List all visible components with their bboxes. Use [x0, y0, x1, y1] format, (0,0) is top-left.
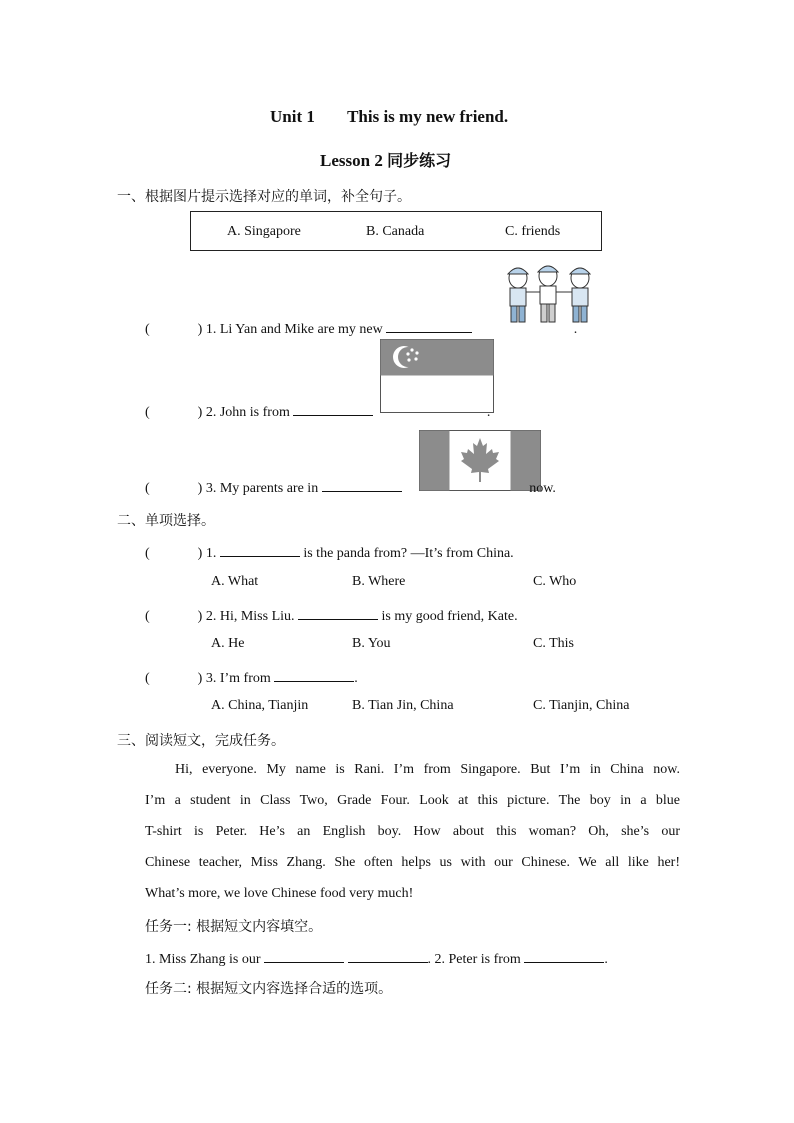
lesson-title	[320, 148, 451, 171]
task1-q1: 1. Miss Zhang is our	[145, 952, 261, 967]
q-num: 3. I’m from	[205, 671, 271, 686]
q-text: is the panda from? —It’s from China.	[303, 546, 514, 561]
q-text: .	[354, 671, 358, 686]
unit-title-text: This is my new friend.	[347, 107, 509, 126]
s2-q1-c: C. Who	[533, 574, 577, 589]
s2-q1: ( ) 1. is the panda from? —It’s from China.	[145, 542, 514, 562]
item-after: .	[573, 322, 578, 337]
lesson-label: Lesson 2	[320, 151, 383, 170]
s2-q3-a: A. China, Tianjin	[211, 698, 309, 713]
item-after: now.	[529, 481, 556, 496]
task1-q2: 2. Peter is from	[434, 952, 521, 967]
item-text: 3. My parents are in	[205, 481, 319, 496]
s2-q3-b: B. Tian Jin, China	[352, 698, 454, 713]
option-b: B. Canada	[366, 224, 425, 239]
paren-open: (	[145, 481, 150, 496]
section3-heading: 三、阅读短文，完成任务。	[117, 733, 285, 749]
reading-passage	[145, 754, 680, 909]
item-after: .	[486, 405, 491, 420]
s2-q2: ( ) 2. Hi, Miss Liu. is my good friend, Kate.	[145, 605, 518, 625]
answer-blank[interactable]	[293, 401, 373, 416]
answer-blank[interactable]	[386, 318, 472, 333]
s2-q2-b: B. You	[352, 636, 391, 651]
answer-blank[interactable]	[524, 948, 604, 963]
section1-heading: 一、根据图片提示选择对应的单词，补全句子。	[117, 189, 411, 205]
unit-label: Unit 1	[270, 107, 315, 126]
task1-heading: 任务一: 根据短文内容填空。	[145, 919, 323, 935]
paren-open: (	[145, 322, 150, 337]
q-num: 2. Hi, Miss Liu.	[205, 609, 295, 624]
task2-heading: 任务二: 根据短文内容选择合适的选项。	[145, 981, 393, 997]
answer-blank[interactable]	[274, 667, 354, 682]
paren-close: )	[197, 322, 203, 337]
section2-heading: 二、单项选择。	[117, 513, 215, 529]
passage-line-4: Chinese teacher, Miss Zhang. She often helps us with our Chinese. We all like her!	[145, 855, 680, 870]
answer-blank[interactable]	[220, 542, 300, 557]
s2-q1-b: B. Where	[352, 574, 406, 589]
answer-blank[interactable]	[264, 948, 344, 963]
item-text: 2. John is from	[205, 405, 290, 420]
passage-line-5: What’s more, we love Chinese food very much!	[145, 886, 414, 901]
option-a: A. Singapore	[227, 224, 301, 239]
s2-q2-a: A. He	[211, 636, 245, 651]
answer-blank[interactable]	[322, 477, 402, 492]
paren-close: )	[197, 405, 203, 420]
passage-line-2: I’m a student in Class Two, Grade Four. Look at this picture. The boy in a blue	[145, 793, 680, 808]
s2-q2-c: C. This	[533, 636, 574, 651]
s1-item-2	[145, 401, 490, 421]
s1-item-1	[145, 318, 577, 338]
word-bank	[190, 211, 602, 251]
task1-questions: 1. Miss Zhang is our . 2. Peter is from .	[145, 948, 608, 968]
q-text: is my good friend, Kate.	[381, 609, 518, 624]
answer-blank[interactable]	[348, 948, 428, 963]
passage-line-1: Hi, everyone. My name is Rani. I’m from Singapore. But I’m in China now.	[175, 762, 680, 777]
answer-blank[interactable]	[298, 605, 378, 620]
paren-close: )	[197, 481, 203, 496]
unit-title	[270, 107, 508, 127]
paren-open: (	[145, 405, 150, 420]
option-c: C. friends	[505, 224, 561, 239]
lesson-sub: 同步练习	[387, 151, 452, 170]
s2-q3: ( ) 3. I’m from .	[145, 667, 358, 687]
s2-q1-a: A. What	[211, 574, 259, 589]
passage-line-3: T-shirt is Peter. He’s an English boy. How about this woman? Oh, she’s our	[145, 824, 680, 839]
s1-item-3	[145, 477, 556, 497]
s2-q3-c: C. Tianjin, China	[533, 698, 630, 713]
q-num: 1.	[205, 546, 217, 561]
item-text: 1. Li Yan and Mike are my new	[205, 322, 383, 337]
